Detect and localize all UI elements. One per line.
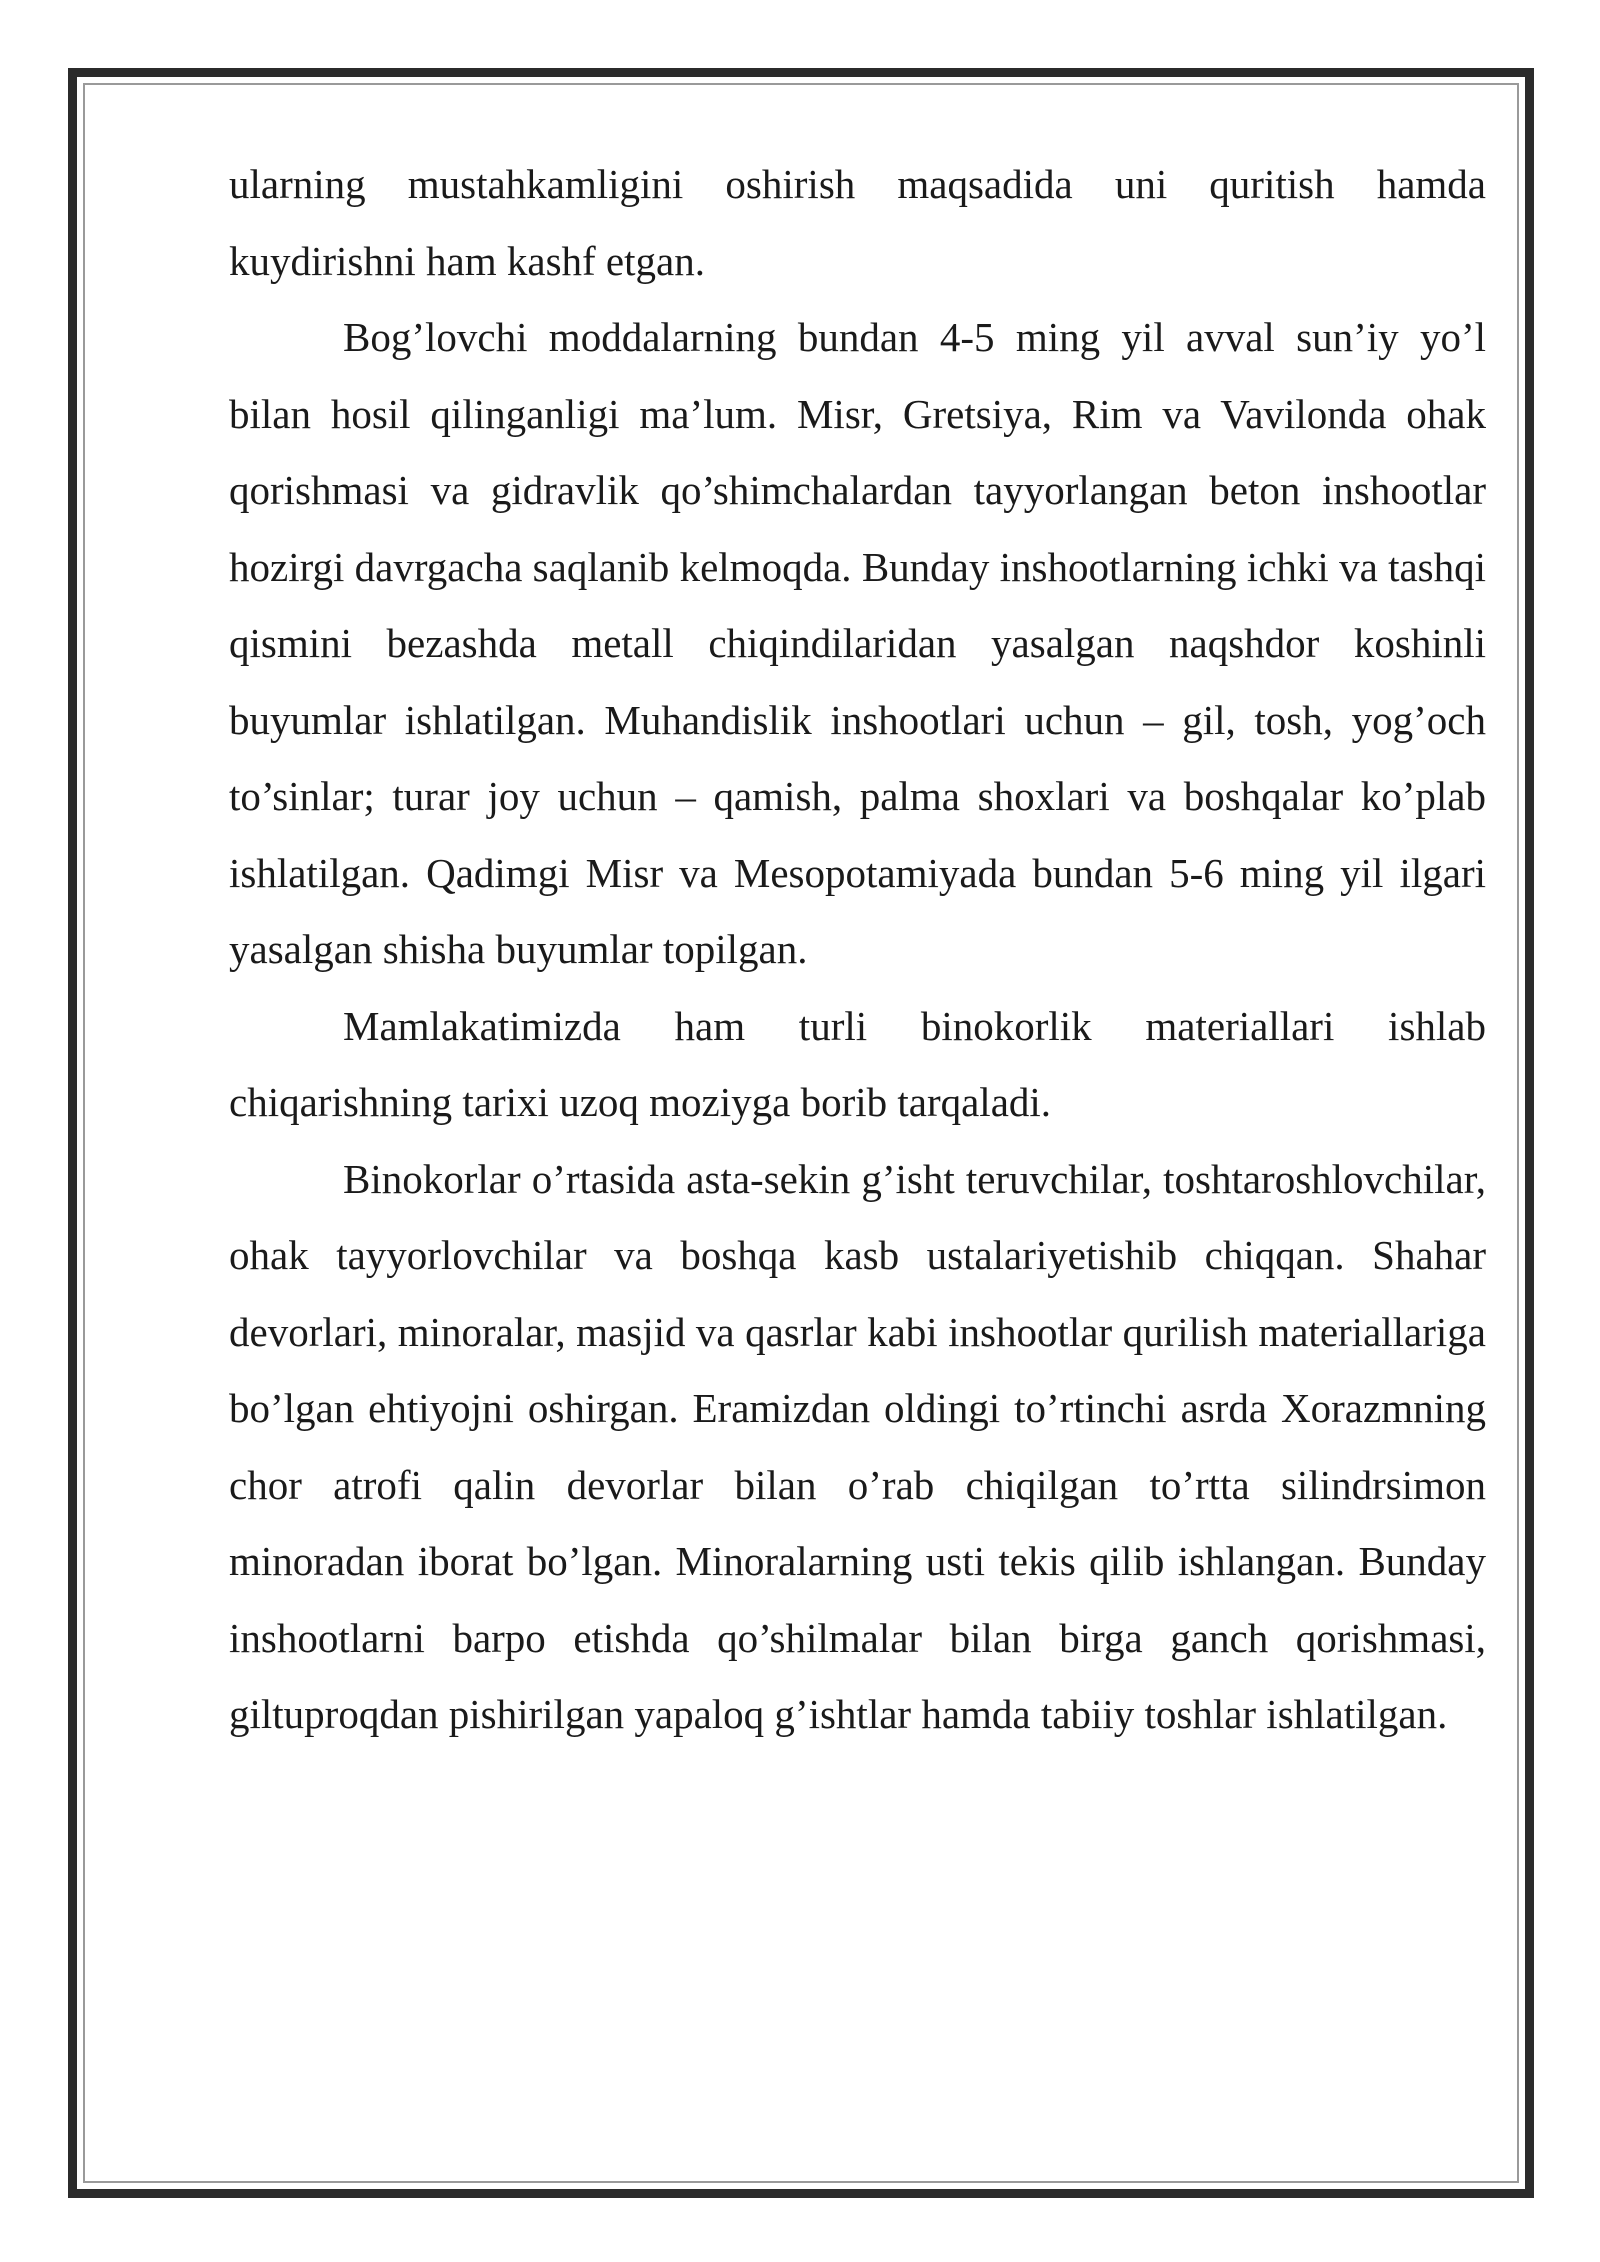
paragraph-builders-khorezm: Binokorlar o’rtasida asta-sekin g’isht teruvchilar, toshtaroshlovchilar, ohak tayyorlovchilar va boshqa kasb ustalariyetishib chiqqan. Shahar devorlari, minoralar, masjid va qasrlar kabi inshootlar qurilish materiallariga bo’lgan ehtiyojni oshirgan. Eramizdan oldingi to’rtinchi asrda Xorazmning chor atrofi qalin devorlar bilan o’rab chiqilgan to’rtta silindrsimon minoradan iborat bo’lgan. Minoralarning usti tekis qilib ishlangan. Bunday inshootlarni barpo etishda qo’shilmalar bilan birga ganch qorishmasi, giltuproqdan pishirilgan yapaloq g’ishtlar hamda tabiiy toshlar ishlatilgan. [229, 1155, 1486, 1737]
paragraph-continuation: ularning mustahkamligini oshirish maqsadida uni quritish hamda kuydirishni ham kashf etgan. [229, 161, 1486, 284]
document-body [229, 146, 1486, 1753]
paragraph-binders-history: Bog’lovchi moddalarning bundan 4-5 ming yil avval sun’iy yo’l bilan hosil qilinganligi ma’lum. Misr, Gretsiya, Rim va Vavilonda ohak qorishmasi va gidravlik qo’shimchalardan tayyorlangan beton inshootlar hozirgi davrgacha saqlanib kelmoqda. Bunday inshootlarning ichki va tashqi qismini bezashda metall chiqindilaridan yasalgan naqshdor koshinli buyumlar ishlatilgan. Muhandislik inshootlari uchun – gil, tosh, yog’och to’sinlar; turar joy uchun – qamish, palma shoxlari va boshqalar ko’plab ishlatilgan. Qadimgi Misr va Mesopotamiyada bundan 5-6 ming yil ilgari yasalgan shisha buyumlar topilgan. [229, 314, 1486, 972]
paragraph-national-history: Mamlakatimizda ham turli binokorlik materiallari ishlab chiqarishning tarixi uzoq moziyga borib tarqaladi. [229, 1002, 1486, 1125]
